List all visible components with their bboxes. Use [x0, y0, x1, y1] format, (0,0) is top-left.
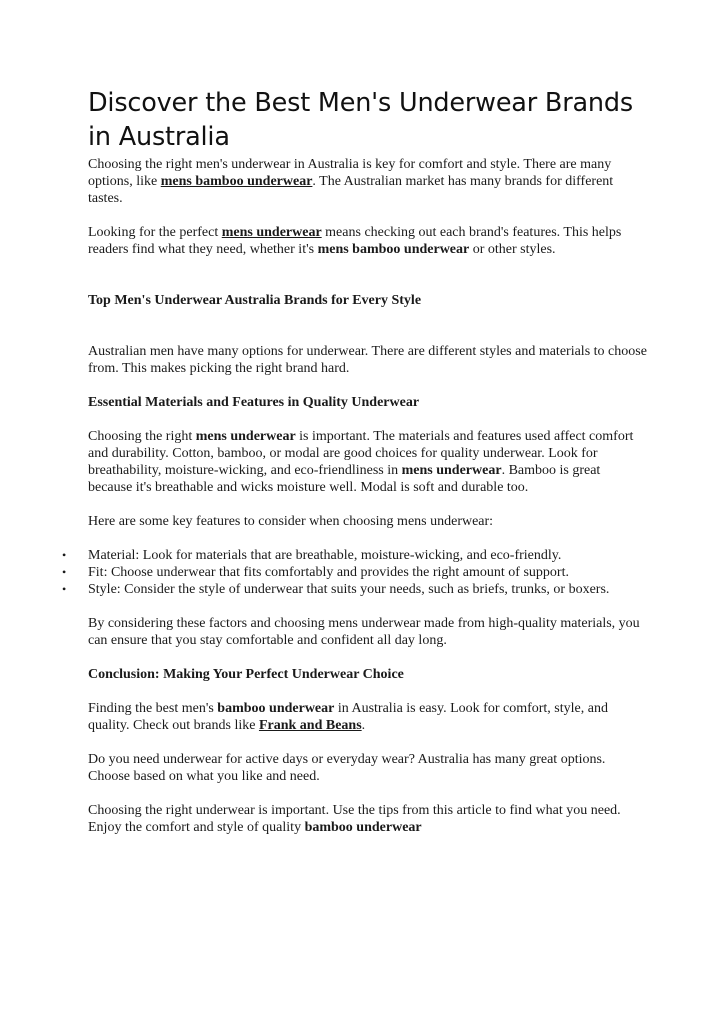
section-heading-top-brands: Top Men's Underwear Australia Brands for Every Style	[88, 293, 422, 308]
section2-p1-text-before: Choosing the right	[88, 429, 196, 444]
document-page	[62, 86, 648, 836]
section-heading-materials: Essential Materials and Features in Quality Underwear	[88, 395, 420, 410]
intro-p1-text-before: Choosing the right men's underwear in Australia is key for comfort and style. There are many options, like	[88, 157, 612, 189]
mens-underwear-link[interactable]: mens underwear	[221, 225, 322, 240]
list-item-text: Style: Consider the style of underwear that suits your needs, such as briefs, trunks, or boxers.	[88, 582, 610, 597]
intro-paragraph-1	[88, 156, 648, 207]
intro-paragraph-2	[88, 224, 648, 258]
conclusion-paragraph-3	[88, 802, 648, 836]
conclusion-paragraph-1	[88, 700, 648, 734]
conclusion-paragraph-2: Do you need underwear for active days or everyday wear? Australia has many great options. Choose based on what you like and need.	[88, 752, 606, 784]
frank-and-beans-link[interactable]: Frank and Beans	[258, 718, 362, 733]
bullet-icon: •	[62, 565, 67, 579]
intro-p2-text-middle: means checking out each brand's features. This helps readers find what they need, whether it's	[88, 225, 622, 257]
page-title: Discover the Best Men's Underwear Brands in Australia	[88, 88, 633, 152]
conclusion-p1-bold: bamboo underwear	[217, 701, 335, 716]
conclusion-p3-text-before: Choosing the right underwear is important. Use the tips from this article to find what you need. Enjoy the comfort and style of quality	[88, 803, 621, 835]
intro-p1-text-after: . The Australian market has many brands for different tastes.	[88, 174, 614, 206]
conclusion-p1-text-after: .	[361, 718, 366, 733]
section1-paragraph-1: Australian men have many options for underwear. There are different styles and materials to choose from. This makes picking the right brand hard.	[88, 344, 647, 376]
section2-paragraph-1	[88, 428, 648, 496]
mens-bamboo-underwear-link[interactable]: mens bamboo underwear	[160, 174, 313, 189]
section2-p1-bold-2: mens underwear	[401, 463, 502, 478]
section2-paragraph-3: By considering these factors and choosing mens underwear made from high-quality materials, you can ensure that you stay comfortable and confident all day long.	[88, 616, 640, 648]
section2-p1-text-after: . Bamboo is great because it's breathable and wicks moisture well. Modal is soft and durable too.	[88, 463, 601, 495]
list-item	[62, 547, 648, 564]
section2-p1-bold-1: mens underwear	[195, 429, 296, 444]
conclusion-p3-bold: bamboo underwear	[304, 820, 422, 835]
conclusion-p1-text-before: Finding the best men's	[88, 701, 218, 716]
section-heading-conclusion: Conclusion: Making Your Perfect Underwear Choice	[88, 667, 404, 682]
intro-p2-text-before: Looking for the perfect	[88, 225, 222, 240]
intro-p2-text-after: or other styles.	[469, 242, 556, 257]
conclusion-p1-text-middle: in Australia is easy. Look for comfort, style, and quality. Check out brands like	[88, 701, 608, 733]
list-item-text: Material: Look for materials that are breathable, moisture-wicking, and eco-friendly.	[88, 548, 562, 563]
list-item-text: Fit: Choose underwear that fits comfortably and provides the right amount of support.	[88, 565, 569, 580]
list-item	[62, 564, 648, 581]
intro-p2-bold: mens bamboo underwear	[317, 242, 470, 257]
bullet-icon: •	[62, 548, 67, 562]
bullet-icon: •	[62, 582, 67, 596]
section2-p1-text-middle: is important. The materials and features used affect comfort and durability. Cotton, bamboo, or modal are good choices for quality underwear. Look for breathability, moisture-wicking, and eco-friendliness in	[88, 429, 634, 478]
section2-paragraph-2: Here are some key features to consider when choosing mens underwear:	[88, 514, 494, 529]
features-list	[62, 547, 648, 598]
list-item	[62, 581, 648, 598]
